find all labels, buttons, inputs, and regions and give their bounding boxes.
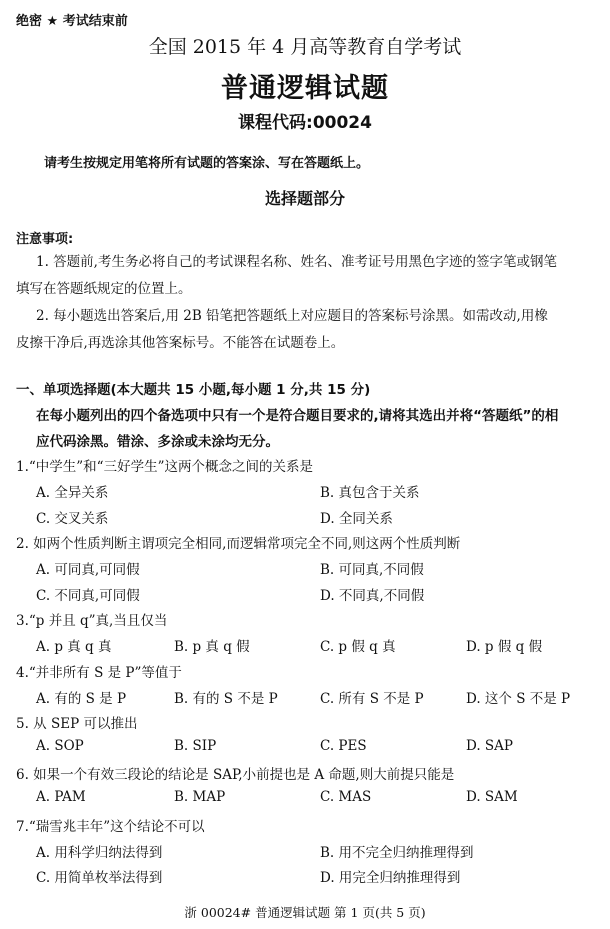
note-2-line-2: 皮擦干净后,再选涂其他答案标号。不能答在试题卷上。: [16, 335, 345, 351]
question-7-option-d: D. 用完全归纳推理得到: [320, 870, 461, 886]
question-3-option-b: B. p 真 q 假: [174, 639, 250, 655]
section-title: 选择题部分: [264, 189, 345, 208]
question-4-option-b: B. 有的 S 不是 P: [174, 691, 278, 707]
question-4-option-a: A. 有的 S 是 P: [36, 691, 127, 707]
part-title: 一、单项选择题(本大题共 15 小题,每小题 1 分,共 15 分): [16, 382, 371, 398]
question-6-option-b: B. MAP: [174, 789, 226, 805]
part-instruction-line-1: 在每小题列出的四个备选项中只有一个是符合题目要求的,请将其选出并将“答题纸”的相: [36, 408, 559, 424]
question-1: 1.“中学生”和“三好学生”这两个概念之间的关系是: [16, 459, 313, 475]
question-6-option-a: A. PAM: [36, 789, 86, 805]
question-1-option-c: C. 交叉关系: [36, 511, 109, 527]
question-7-option-a: A. 用科学归纳法得到: [36, 845, 163, 861]
question-5-option-c: C. PES: [320, 738, 367, 754]
question-7-option-c: C. 用简单枚举法得到: [36, 870, 163, 886]
question-3-option-a: A. p 真 q 真: [36, 639, 112, 655]
question-7: 7.“瑞雪兆丰年”这个结论不可以: [16, 819, 205, 835]
question-1-option-a: A. 全异关系: [36, 485, 109, 501]
question-3: 3.“p 并且 q”真,当且仅当: [16, 613, 168, 629]
question-2-option-c: C. 不同真,可同假: [36, 588, 140, 604]
question-6-option-c: C. MAS: [320, 789, 372, 805]
question-2: 2. 如两个性质判断主谓项完全相同,而逻辑常项完全不同,则这两个性质判断: [16, 536, 461, 552]
question-7-option-b: B. 用不完全归纳推理得到: [320, 845, 474, 861]
note-1-line-2: 填写在答题纸规定的位置上。: [16, 281, 192, 297]
exam-title: 全国 2015 年 4 月高等教育自学考试: [148, 36, 462, 58]
question-3-option-d: D. p 假 q 假: [466, 639, 543, 655]
question-4: 4.“并非所有 S 是 P”等值于: [16, 665, 182, 681]
question-5-option-a: A. SOP: [36, 738, 84, 754]
question-2-option-d: D. 不同真,不同假: [320, 588, 425, 604]
question-4-option-c: C. 所有 S 不是 P: [320, 691, 424, 707]
notes-title: 注意事项:: [16, 232, 74, 247]
note-2-line-1: 2. 每小题选出答案后,用 2B 铅笔把答题纸上对应题目的答案标号涂黑。如需改动,用橡: [36, 308, 548, 324]
question-1-option-d: D. 全同关系: [320, 511, 393, 527]
question-5-option-b: B. SIP: [174, 738, 217, 754]
question-6: 6. 如果一个有效三段论的结论是 SAP,小前提也是 A 命题,则大前提只能是: [16, 767, 455, 783]
course-code: 课程代码:00024: [238, 113, 372, 133]
confidential-mark: 绝密 ★ 考试结束前: [16, 14, 128, 29]
note-1-line-1: 1. 答题前,考生务必将自己的考试课程名称、姓名、准考证号用黑色字迹的签字笔或钢笔: [36, 254, 557, 270]
question-4-option-d: D. 这个 S 不是 P: [466, 691, 571, 707]
question-1-option-b: B. 真包含于关系: [320, 485, 420, 501]
question-2-option-a: A. 可同真,可同假: [36, 562, 140, 578]
question-5: 5. 从 SEP 可以推出: [16, 716, 138, 732]
answer-instruction: 请考生按规定用笔将所有试题的答案涂、写在答题纸上。: [44, 156, 370, 171]
question-6-option-d: D. SAM: [466, 789, 518, 805]
question-5-option-d: D. SAP: [466, 738, 514, 754]
part-instruction-line-2: 应代码涂黑。错涂、多涂或未涂均无分。: [36, 434, 279, 450]
question-3-option-c: C. p 假 q 真: [320, 639, 396, 655]
question-2-option-b: B. 可同真,不同假: [320, 562, 424, 578]
subject-title: 普通逻辑试题: [221, 73, 389, 104]
page-footer: 浙 00024# 普通逻辑试题 第 1 页(共 5 页): [184, 905, 426, 920]
